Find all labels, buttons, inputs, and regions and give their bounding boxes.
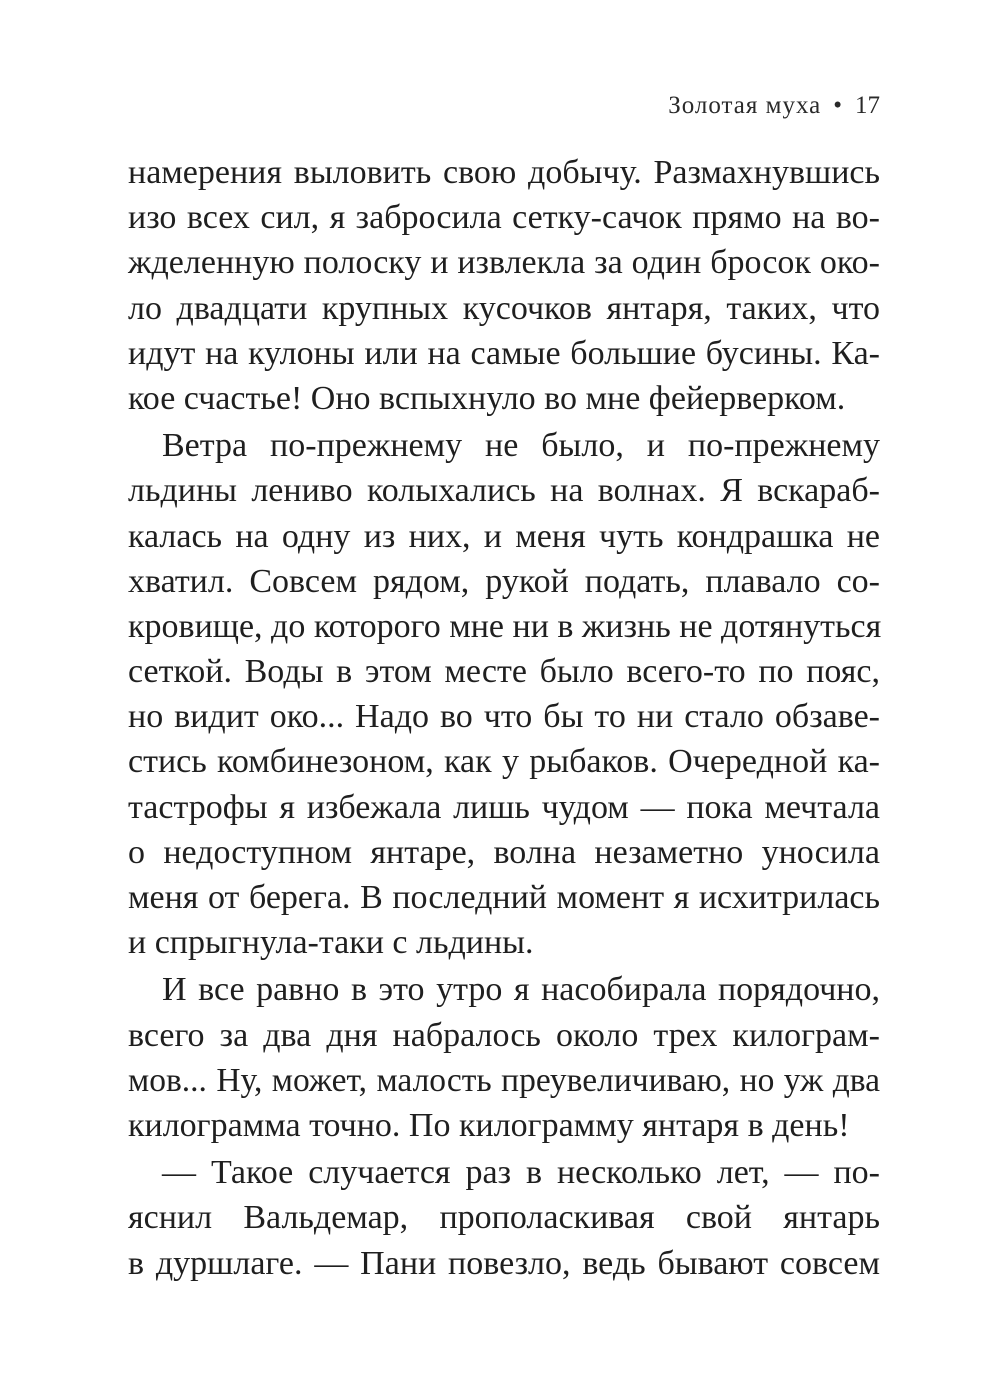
paragraph-first-line: Ветра по-прежнему не было, и по-прежнему	[162, 427, 880, 465]
paragraph-first-line: И все равно в это утро я насобирала порядочно,	[162, 971, 880, 1009]
text-line: в дуршлаге. — Пани повезло, ведь бывают совсем	[128, 1244, 880, 1282]
body-text	[128, 150, 880, 1286]
separator-bullet: •	[833, 92, 843, 119]
paragraph-first-line: — Такое случается раз в несколько лет, — по-	[162, 1154, 880, 1192]
text-line: кое счастье! Оно вспыхнуло во мне фейерверком.	[128, 379, 846, 417]
text-line: кровище, до которого мне ни в жизнь не дотянуться	[128, 607, 882, 645]
text-line: но видит око... Надо во что бы то ни стало обзаве-	[128, 698, 880, 736]
page-number: 17	[855, 92, 880, 119]
text-line: сеткой. Воды в этом месте было всего-то по пояс,	[128, 653, 880, 691]
text-line: мов... Ну, может, малость преувеличиваю, но уж два	[128, 1061, 880, 1099]
text-line: всего за два дня набралось около трех килограм-	[128, 1016, 880, 1054]
text-line: жделенную полоску и извлекла за один бросок око-	[128, 244, 880, 282]
text-line: яснил Вальдемар, прополаскивая свой янтарь	[128, 1199, 880, 1237]
text-line: стись комбинезоном, как у рыбаков. Очередной ка-	[128, 743, 880, 781]
text-line: меня от берега. В последний момент я исхитрилась	[128, 879, 880, 916]
text-line: льдины лениво колыхались на волнах. Я вскараб-	[128, 472, 880, 510]
text-line: хватил. Совсем рядом, рукой подать, плавало со-	[128, 562, 880, 600]
text-line: тастрофы я избежала лишь чудом — пока мечтала	[128, 788, 880, 826]
text-line: килограмма точно. По килограмму янтаря в день!	[128, 1106, 850, 1144]
chapter-title: Золотая муха	[668, 92, 822, 119]
text-line: намерения выловить свою добычу. Размахнувшись	[128, 154, 880, 191]
text-line: о недоступном янтаре, волна незаметно уносила	[128, 833, 880, 871]
text-line: изо всех сил, я забросила сетку-сачок прямо на во-	[128, 199, 880, 237]
text-line: и спрыгнула-таки с льдины.	[128, 924, 534, 962]
running-head	[668, 92, 880, 120]
text-line: ло двадцати крупных кусочков янтаря, таких, что	[128, 289, 880, 327]
text-line: калась на одну из них, и меня чуть кондрашка не	[128, 517, 880, 555]
text-line: идут на кулоны или на самые большие бусины. Ка-	[128, 334, 880, 372]
